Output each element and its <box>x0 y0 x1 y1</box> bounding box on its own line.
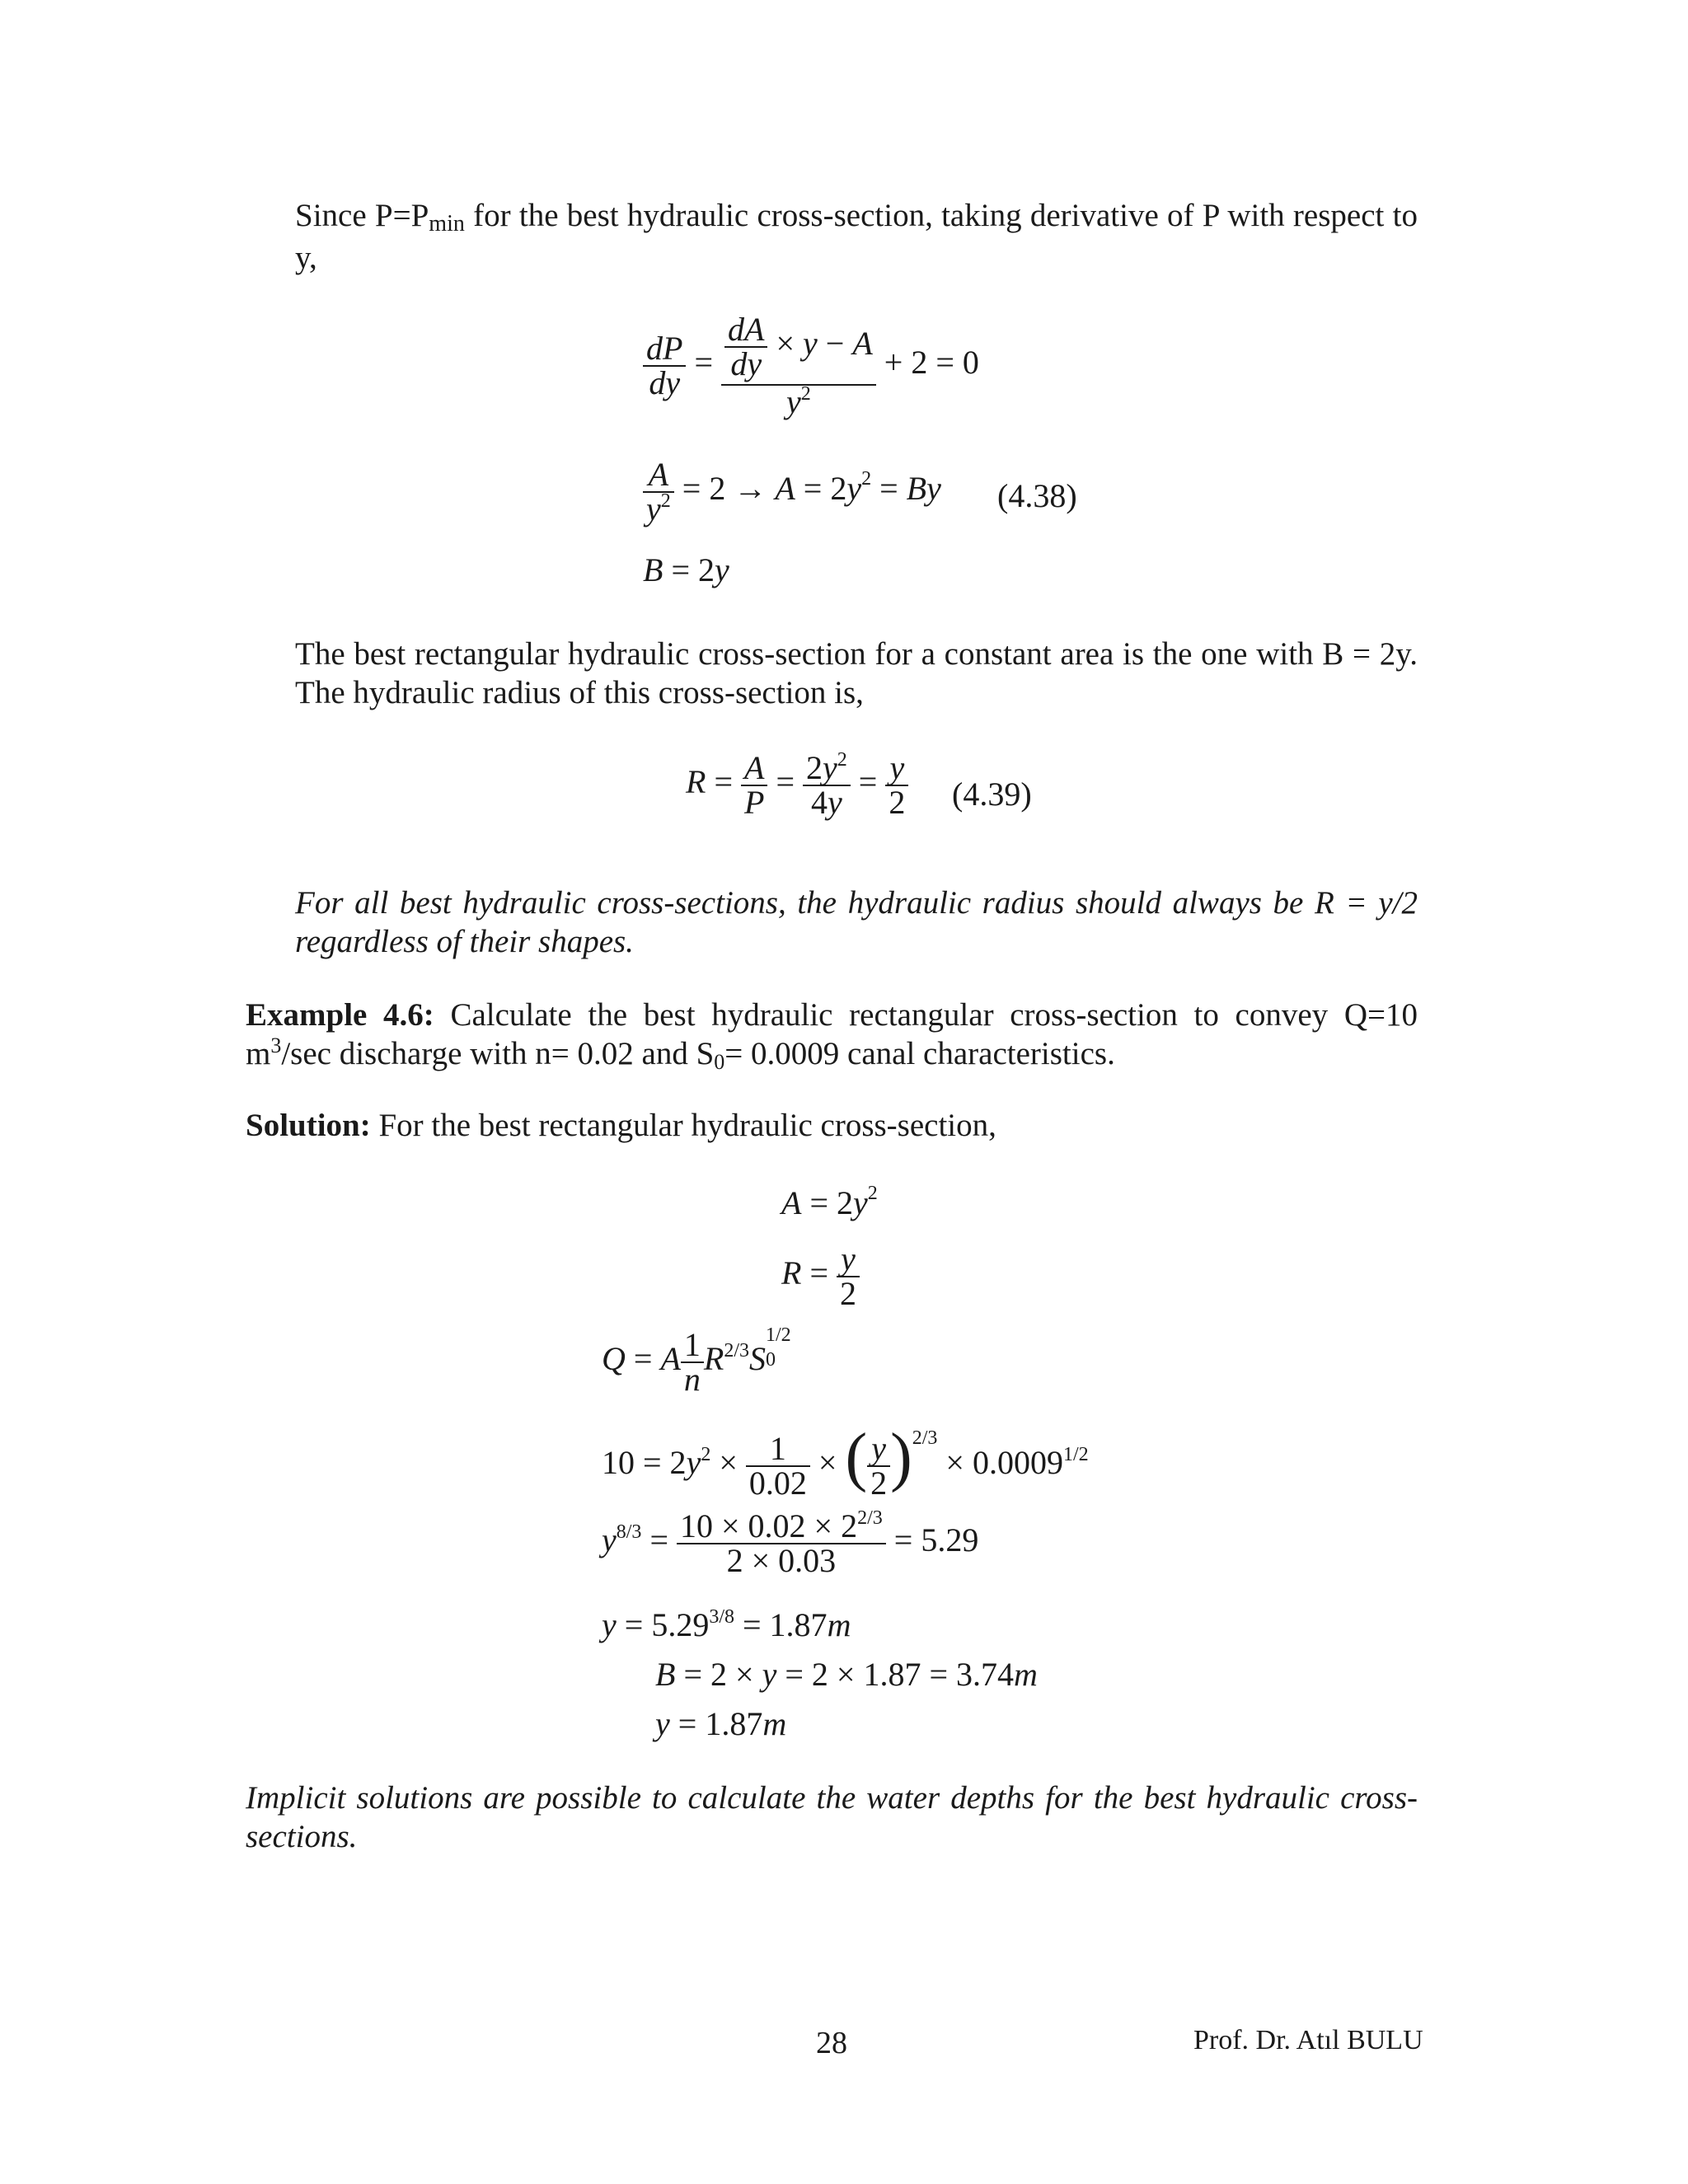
equation-b-equals-2y: B = 2y <box>643 551 729 588</box>
equation-r-y-over-2: R = $\frac{y}{2}$ <box>781 1243 860 1310</box>
example-subscript: 0 <box>714 1050 725 1074</box>
intro-text-b: for the best hydraulic cross-section, taking derivative of P with respect to y, <box>295 198 1418 275</box>
equation-a-over-y2: $\frac{A}{y^2}$ = $2 \to A = 2y^2 = By$ <box>643 458 941 526</box>
equation-y-final: y = 1.87m <box>655 1705 787 1742</box>
equation-number-4-39: (4.39) <box>952 776 1032 813</box>
solution-label: Solution: <box>246 1108 371 1143</box>
equation-substitution: $10 = 2y^2$ × $\frac{1}{0.02}$ × ( $\frac{y}{2}$ )$^{2/3} \times 0.0009^{1/2}$ <box>602 1421 1089 1502</box>
example-superscript: 3 <box>270 1033 282 1057</box>
author-footer: Prof. Dr. Atıl BULU <box>1193 2025 1423 2055</box>
paragraph-intro <box>295 196 1418 277</box>
paragraph-best-rectangular: The best rectangular hydraulic cross-section for a constant area is the one with B = 2y. The hydraulic radius of this cross-section is, <box>295 636 1418 710</box>
solution-text: For the best rectangular hydraulic cross-section, <box>370 1108 996 1143</box>
solution-line <box>246 1106 1418 1145</box>
example-label: Example 4.6: <box>246 997 434 1033</box>
equation-number-4-38: (4.38) <box>997 477 1077 514</box>
equation-dp-dy: $\frac{dP}{dy}$ = $\frac{dA}{dy}$ × y − A $y^2$ + 2 = 0 <box>643 313 979 419</box>
example-text-c: = 0.0009 canal characteristics. <box>724 1036 1115 1071</box>
page-number: 28 <box>816 2026 847 2060</box>
example-4-6 <box>246 996 1418 1076</box>
equation-y-8-3: $y^{8/3}$ = $\frac{10 \times 0.02 \times 2^{2/3}}{2 \times 0.03}$ = 5.29 <box>602 1507 979 1579</box>
example-text-b: /sec discharge with n= 0.02 and S <box>281 1036 715 1071</box>
equation-area: $A = 2y^2$ <box>781 1183 878 1221</box>
note-implicit-solutions: Implicit solutions are possible to calculate the water depths for the best hydraulic cross-sections. <box>246 1780 1418 1854</box>
intro-subscript: min <box>429 211 465 237</box>
equation-hydraulic-radius: R = $\frac{A}{P}$ = $\frac{2y^2}{4y}$ = $\frac{y}{2}$ <box>686 752 908 819</box>
note-hydraulic-radius: For all best hydraulic cross-sections, the hydraulic radius should always be R = y/2 regardless of their shapes. <box>295 885 1418 959</box>
example-text-a: Calculate the best hydraulic rectangular cross-section to convey Q=10 m <box>246 997 1418 1071</box>
intro-text-a: Since P=P <box>295 198 429 233</box>
equation-manning: Q = A $\frac{1}{n}$ $R^{2/3}S$ 1/2 0 <box>602 1324 791 1398</box>
equation-b-result: B = 2 × y = 2 × 1.87 = 3.74m <box>655 1656 1038 1693</box>
equation-y-result: $y = 5.29^{3/8} = 1.87m$ <box>602 1606 851 1643</box>
